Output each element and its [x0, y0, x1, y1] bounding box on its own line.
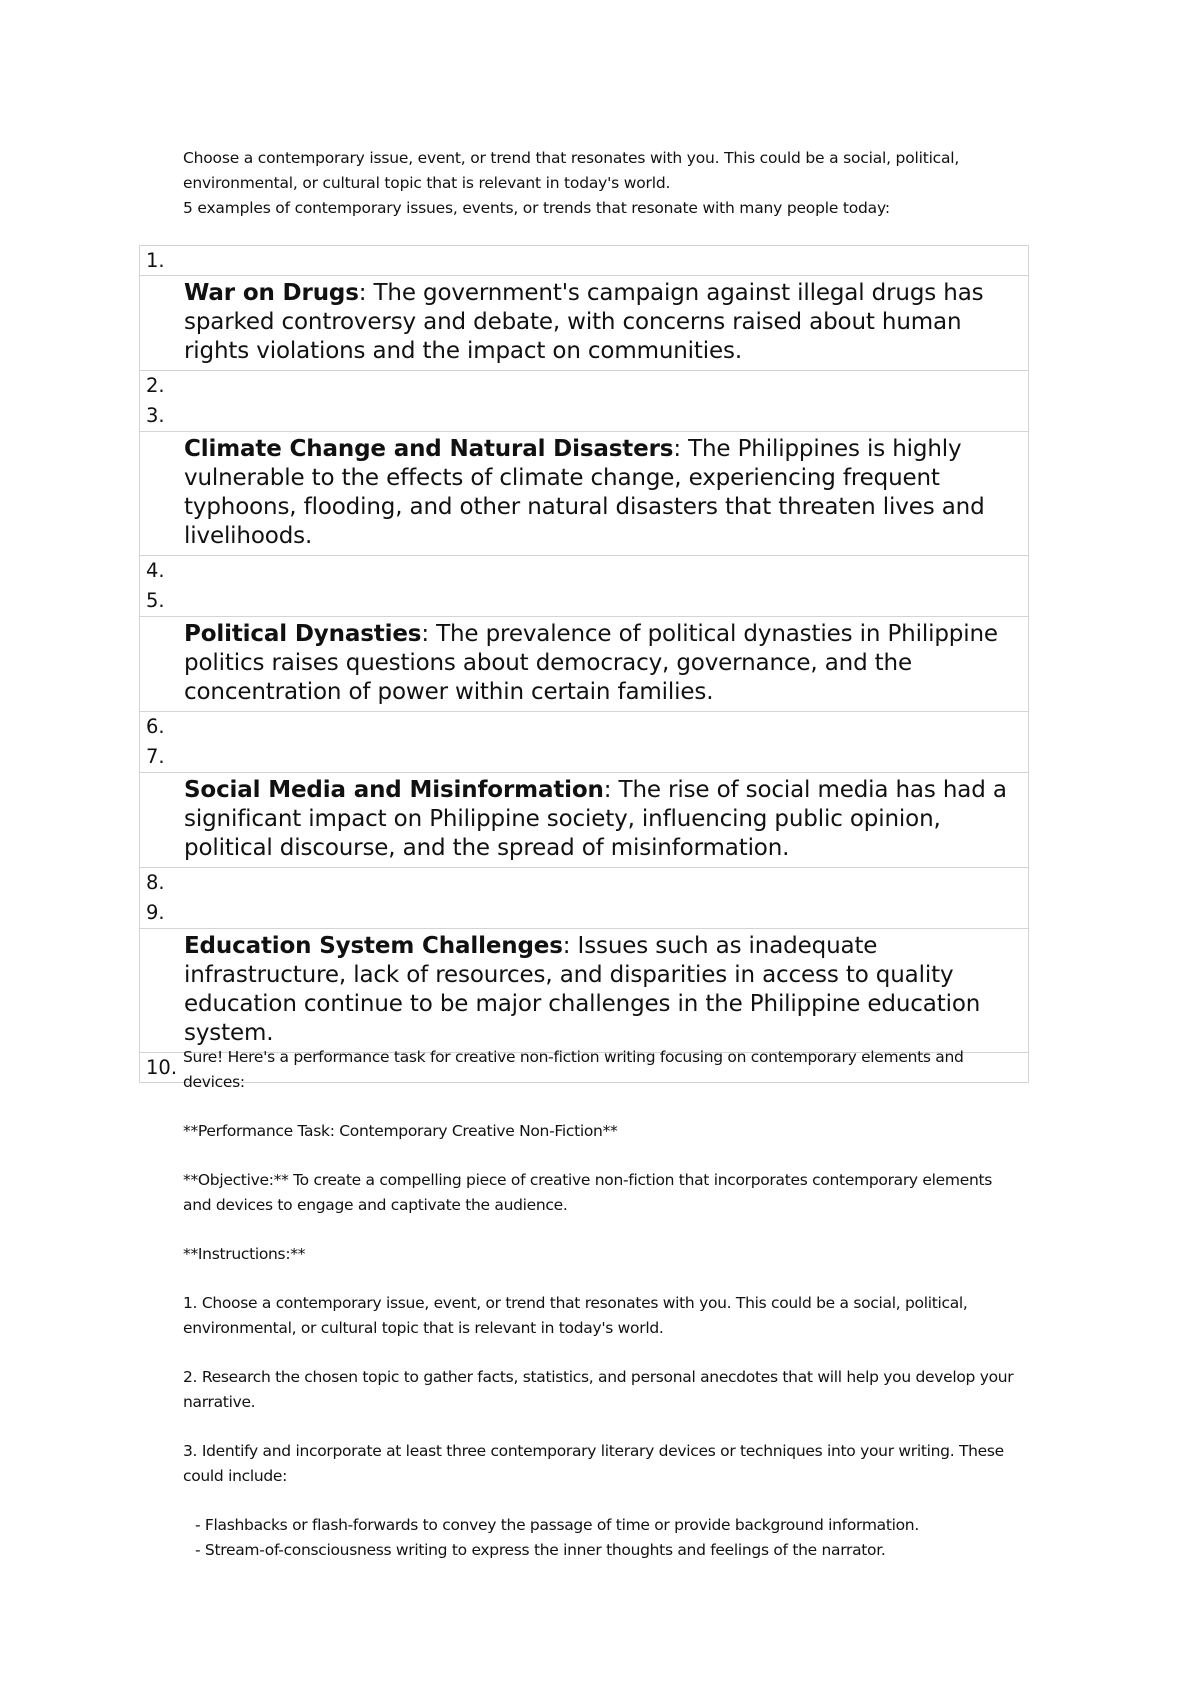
issue-title: War on Drugs [184, 280, 359, 306]
list-number-row [140, 868, 1029, 929]
list-number: 6. [146, 715, 165, 738]
issue-row [140, 929, 1029, 1053]
issue-title: Education System Challenges [184, 933, 563, 959]
issue-row [140, 617, 1029, 712]
issues-table [139, 245, 1029, 1083]
task-step-1: 1. Choose a contemporary issue, event, or trend that resonates with you. This could be a social, political, environmental, or cultural topic that is relevant in today's world. [183, 1294, 968, 1337]
list-number: 10. [140, 1053, 1029, 1083]
device-list-item: - Flashbacks or flash-forwards to convey the passage of time or provide background information. [195, 1516, 919, 1534]
issue-cell [140, 929, 1029, 1053]
list-number: 2. [146, 374, 165, 397]
list-number-row [140, 556, 1029, 617]
issue-title: Climate Change and Natural Disasters [184, 436, 674, 462]
intro-line-2: 5 examples of contemporary issues, events, or trends that resonate with many people today: [183, 199, 890, 217]
issue-text: : Issues such as inadequate infrastructure, lack of resources, and disparities in access to quality education continue to be major challenges in the Philippine education system. [184, 933, 981, 1046]
issue-cell [140, 432, 1029, 556]
task-objective: **Objective:** To create a compelling piece of creative non-fiction that incorporates contemporary elements and devices to engage and captivate the audience. [183, 1171, 993, 1214]
list-number-row [140, 371, 1029, 432]
list-number-row [140, 246, 1029, 276]
list-number: 7. [146, 745, 165, 768]
list-number-row [140, 712, 1029, 773]
device-list [183, 1513, 1023, 1563]
performance-task-block [183, 1045, 1023, 1563]
list-number: 5. [146, 589, 165, 612]
issue-cell [140, 276, 1029, 371]
device-list-item: - Stream-of-consciousness writing to express the inner thoughts and feelings of the narrator. [195, 1541, 886, 1559]
task-intro: Sure! Here's a performance task for creative non-fiction writing focusing on contemporary elements and devices: [183, 1048, 964, 1091]
intro-block [183, 146, 1043, 221]
issue-row [140, 773, 1029, 868]
issue-text: : The rise of social media has had a significant impact on Philippine society, influencing public opinion, political discourse, and the spread of misinformation. [184, 777, 1007, 861]
task-heading: **Performance Task: Contemporary Creative Non-Fiction** [183, 1122, 618, 1140]
issue-text: : The government's campaign against illegal drugs has sparked controversy and debate, with concerns raised about human rights violations and the impact on communities. [184, 280, 984, 364]
list-number: 4. [146, 559, 165, 582]
task-step-3: 3. Identify and incorporate at least three contemporary literary devices or techniques into your writing. These could include: [183, 1442, 1004, 1485]
issue-row [140, 432, 1029, 556]
issue-cell [140, 773, 1029, 868]
task-instructions-heading: **Instructions:** [183, 1245, 306, 1263]
list-number: 3. [146, 404, 165, 427]
task-step-2: 2. Research the chosen topic to gather facts, statistics, and personal anecdotes that will help you develop your narrative. [183, 1368, 1014, 1411]
list-number: 8. [146, 871, 165, 894]
issue-title: Political Dynasties [184, 621, 422, 647]
list-number: 9. [146, 901, 165, 924]
issue-title: Social Media and Misinformation [184, 777, 604, 803]
intro-line-1: Choose a contemporary issue, event, or trend that resonates with you. This could be a social, political, environmental, or cultural topic that is relevant in today's world. [183, 149, 960, 192]
issue-text: : The prevalence of political dynasties in Philippine politics raises questions about democracy, governance, and the concentration of power within certain families. [184, 621, 998, 705]
issue-cell [140, 617, 1029, 712]
list-number: 1. [140, 246, 1029, 276]
issue-row [140, 276, 1029, 371]
issue-text: : The Philippines is highly vulnerable to the effects of climate change, experiencing frequent typhoons, flooding, and other natural disasters that threaten lives and livelihoods. [184, 436, 985, 549]
